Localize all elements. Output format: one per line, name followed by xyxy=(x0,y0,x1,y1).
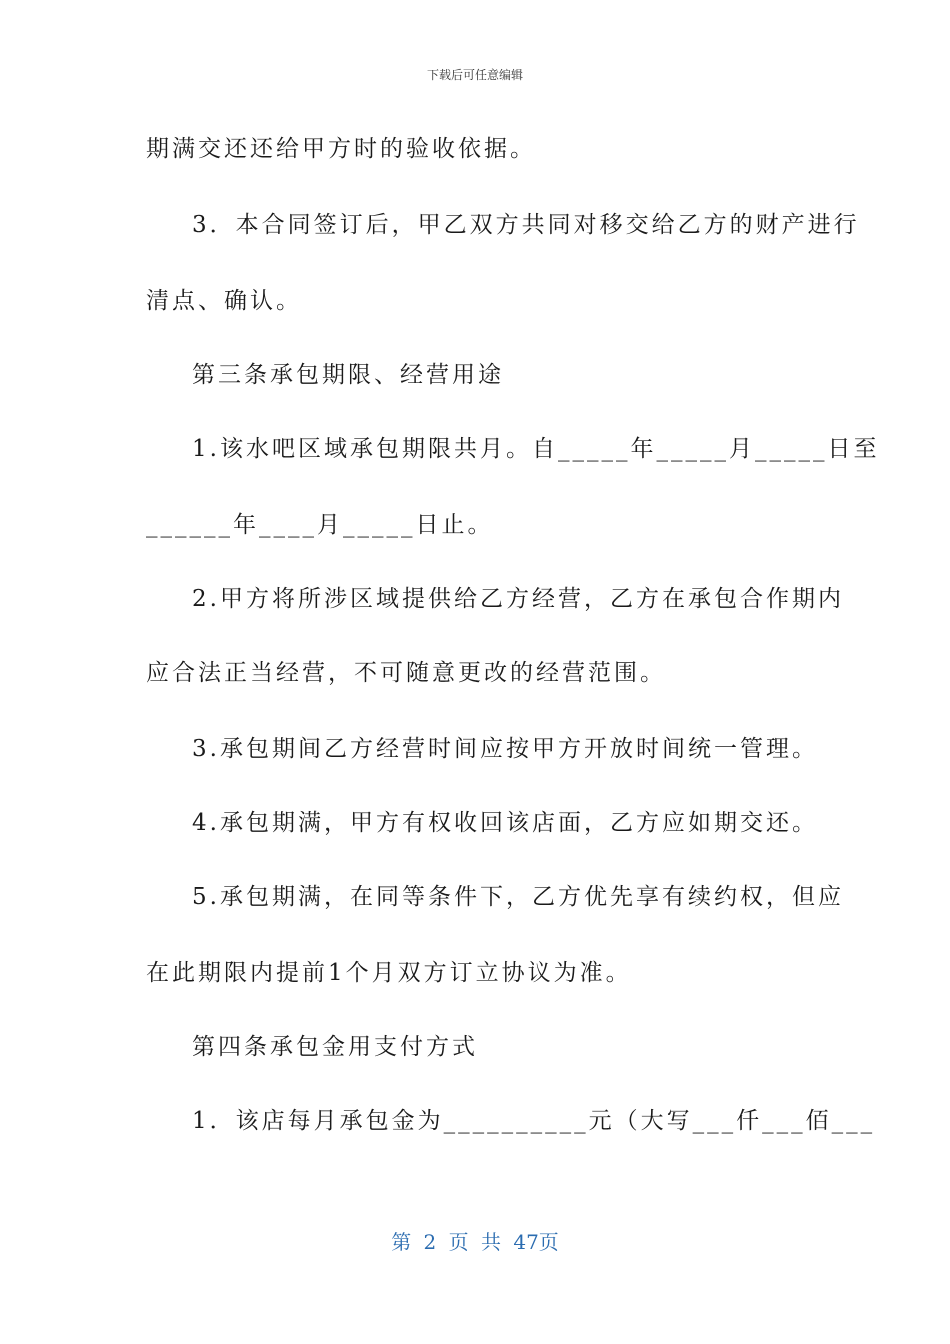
page-header: 下载后可任意编辑 xyxy=(426,68,523,82)
body-line: 期满交还还给甲方时的验收依据。 xyxy=(146,136,536,162)
body-line: 清点、确认。 xyxy=(146,288,302,314)
body-line: 3.承包期间乙方经营时间应按甲方开放时间统一管理。 xyxy=(192,736,818,762)
body-line: 2.甲方将所涉区域提供给乙方经营，乙方在承包合作期内 xyxy=(192,586,844,612)
page-number-footer: 第 2 页 共 47页 xyxy=(391,1230,559,1254)
body-line: 4.承包期满，甲方有权收回该店面，乙方应如期交还。 xyxy=(192,810,818,836)
body-line: ______年____月_____日止。 xyxy=(146,512,494,538)
body-line: 1．该店每月承包金为__________元（大写___仟___佰___ xyxy=(192,1108,876,1134)
body-line: 在此期限内提前1个月双方订立协议为准。 xyxy=(146,960,632,986)
section-heading: 第四条承包金用支付方式 xyxy=(192,1034,478,1060)
section-heading: 第三条承包期限、经营用途 xyxy=(192,362,504,388)
body-line: 1.该水吧区域承包期限共月。自_____年_____月_____日至 xyxy=(192,436,880,462)
body-line: 3．本合同签订后，甲乙双方共同对移交给乙方的财产进行 xyxy=(192,212,860,238)
body-line: 5.承包期满，在同等条件下，乙方优先享有续约权，但应 xyxy=(192,884,844,910)
body-line: 应合法正当经营，不可随意更改的经营范围。 xyxy=(146,660,666,686)
